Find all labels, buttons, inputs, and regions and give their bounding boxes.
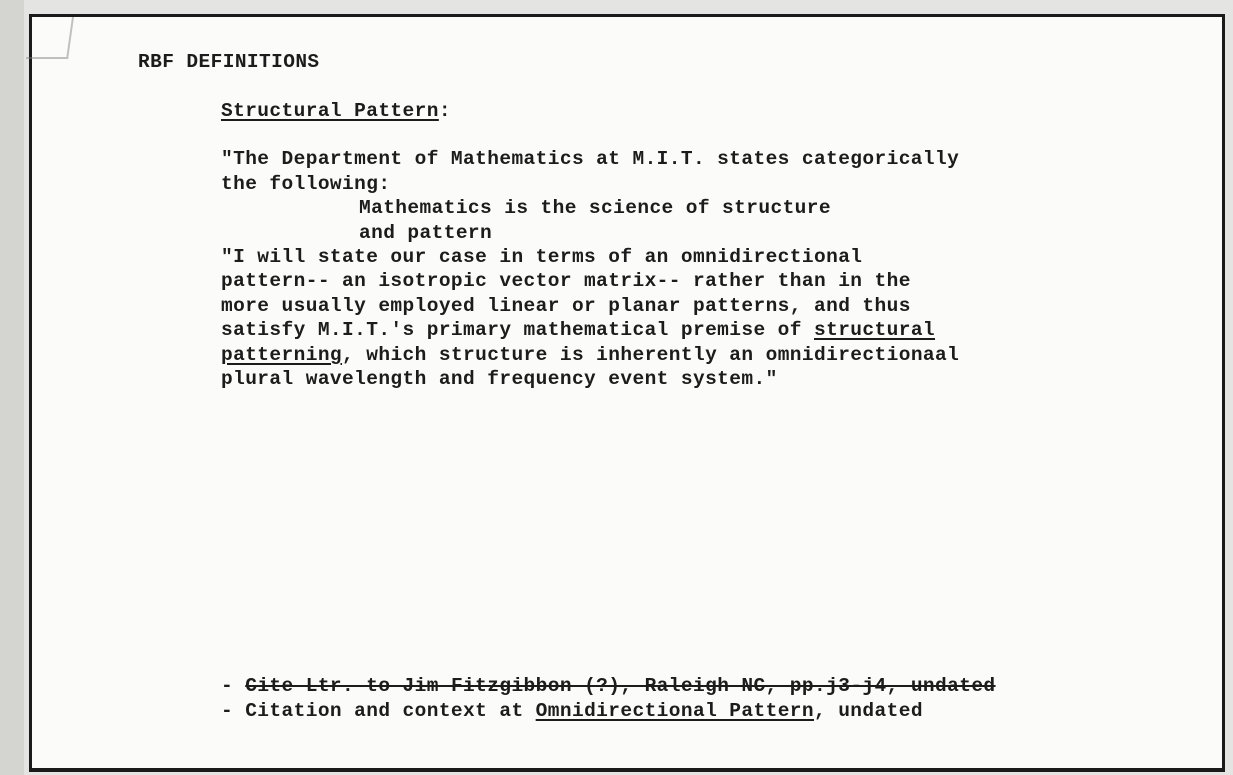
struck-citation-text: Cite Ltr. to Jim Fitzgibbon (?), Raleigh NC, pp.j3-j4, undated [245,675,996,697]
quote-line-8 [221,318,935,343]
current-citation-prefix: - Citation and context at [221,700,536,722]
quote-line-6: pattern-- an isotropic vector matrix-- rather than in the [221,270,911,292]
definition-card [29,14,1225,772]
quote-line-7: more usually employed linear or planar patterns, and thus [221,295,911,317]
struck-citation [221,674,996,699]
structural-term: structural [814,319,936,341]
quote-line-2: the following: [221,173,391,195]
card-heading: RBF DEFINITIONS [138,51,320,73]
entry-title-text: Structural Pattern [221,100,439,122]
struck-citation-dash: - [221,675,246,697]
quote-line-5: "I will state our case in terms of an omnidirectional [221,246,863,268]
current-citation-suffix: , undated [814,700,923,722]
entry-title-colon: : [438,100,451,122]
page-edge [0,0,24,775]
quote-line-4: and pattern [359,222,493,244]
quote-line-9-text: , which structure is inherently an omnidirectionaal [342,344,960,366]
quote-line-3: Mathematics is the science of structure [359,197,831,219]
current-citation [221,699,923,724]
folded-corner [26,17,74,59]
patterning-term: patterning [221,344,343,366]
quote-line-1: "The Department of Mathematics at M.I.T. states categorically [221,148,960,170]
entry-title [221,99,451,124]
quote-line-9 [221,343,959,368]
quote-line-10: plural wavelength and frequency event system." [221,368,778,390]
omnidirectional-pattern-link[interactable]: Omnidirectional Pattern [535,700,814,722]
quote-line-8-text: satisfy M.I.T.'s primary mathematical premise of [221,319,814,341]
